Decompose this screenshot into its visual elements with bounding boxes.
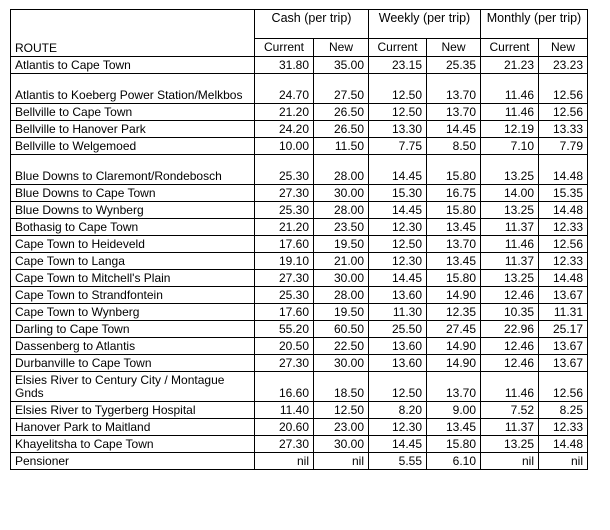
- monthly-group-header: Monthly (per trip): [481, 10, 588, 39]
- monthly-new-cell: 12.33: [539, 219, 588, 236]
- table-row: [11, 57, 588, 74]
- weekly-new-cell: 14.90: [427, 355, 481, 372]
- weekly-new-header: New: [427, 39, 481, 57]
- cash-group-header: Cash (per trip): [255, 10, 369, 39]
- weekly-current-cell: 14.45: [369, 270, 427, 287]
- weekly-new-cell: 15.80: [427, 155, 481, 185]
- monthly-current-cell: 11.37: [481, 419, 539, 436]
- cash-current-cell: 27.30: [255, 185, 314, 202]
- route-cell: Cape Town to Wynberg: [11, 304, 255, 321]
- weekly-new-cell: 13.45: [427, 253, 481, 270]
- cash-current-cell: 27.30: [255, 355, 314, 372]
- table-row: [11, 121, 588, 138]
- weekly-new-cell: 27.45: [427, 321, 481, 338]
- cash-current-cell: 27.30: [255, 436, 314, 453]
- monthly-current-cell: 11.46: [481, 104, 539, 121]
- cash-new-cell: 26.50: [314, 121, 369, 138]
- cash-new-cell: 12.50: [314, 402, 369, 419]
- table-row: [11, 74, 588, 104]
- monthly-current-cell: 11.46: [481, 236, 539, 253]
- table-row: [11, 185, 588, 202]
- group-header-row: [11, 10, 588, 39]
- weekly-new-cell: 14.45: [427, 121, 481, 138]
- cash-current-cell: nil: [255, 453, 314, 470]
- cash-current-cell: 21.20: [255, 104, 314, 121]
- cash-new-cell: 30.00: [314, 185, 369, 202]
- cash-current-cell: 31.80: [255, 57, 314, 74]
- weekly-new-cell: 13.45: [427, 419, 481, 436]
- table-row: [11, 270, 588, 287]
- monthly-current-cell: 12.46: [481, 338, 539, 355]
- monthly-new-cell: 14.48: [539, 202, 588, 219]
- monthly-new-cell: 12.33: [539, 419, 588, 436]
- weekly-current-cell: 14.45: [369, 436, 427, 453]
- cash-new-cell: 21.00: [314, 253, 369, 270]
- monthly-current-cell: 11.46: [481, 372, 539, 402]
- weekly-current-cell: 12.30: [369, 253, 427, 270]
- monthly-new-cell: 23.23: [539, 57, 588, 74]
- monthly-new-cell: 11.31: [539, 304, 588, 321]
- table-row: [11, 253, 588, 270]
- monthly-current-cell: 10.35: [481, 304, 539, 321]
- route-cell: Cape Town to Mitchell's Plain: [11, 270, 255, 287]
- route-cell: Bellville to Hanover Park: [11, 121, 255, 138]
- route-cell: Cape Town to Langa: [11, 253, 255, 270]
- cash-current-cell: 17.60: [255, 304, 314, 321]
- table-row: [11, 402, 588, 419]
- monthly-new-cell: 13.33: [539, 121, 588, 138]
- cash-current-cell: 20.50: [255, 338, 314, 355]
- monthly-new-cell: 12.56: [539, 74, 588, 104]
- monthly-new-header: New: [539, 39, 588, 57]
- cash-current-cell: 24.70: [255, 74, 314, 104]
- cash-new-cell: 18.50: [314, 372, 369, 402]
- table-row: [11, 355, 588, 372]
- monthly-current-cell: 13.25: [481, 270, 539, 287]
- weekly-current-cell: 13.60: [369, 355, 427, 372]
- monthly-current-cell: 13.25: [481, 202, 539, 219]
- weekly-current-cell: 8.20: [369, 402, 427, 419]
- monthly-current-cell: nil: [481, 453, 539, 470]
- route-cell: Blue Downs to Wynberg: [11, 202, 255, 219]
- fare-table: [10, 9, 588, 470]
- weekly-current-cell: 12.30: [369, 419, 427, 436]
- weekly-new-cell: 9.00: [427, 402, 481, 419]
- cash-new-cell: 28.00: [314, 202, 369, 219]
- monthly-new-cell: nil: [539, 453, 588, 470]
- weekly-current-cell: 5.55: [369, 453, 427, 470]
- table-row: [11, 419, 588, 436]
- cash-new-cell: 30.00: [314, 355, 369, 372]
- cash-current-cell: 10.00: [255, 138, 314, 155]
- monthly-current-cell: 13.25: [481, 155, 539, 185]
- weekly-new-cell: 13.45: [427, 219, 481, 236]
- monthly-current-cell: 13.25: [481, 436, 539, 453]
- cash-new-cell: 35.00: [314, 57, 369, 74]
- weekly-new-cell: 15.80: [427, 270, 481, 287]
- table-row: [11, 236, 588, 253]
- cash-new-cell: nil: [314, 453, 369, 470]
- weekly-new-cell: 6.10: [427, 453, 481, 470]
- weekly-current-cell: 15.30: [369, 185, 427, 202]
- route-cell: Blue Downs to Claremont/Rondebosch: [11, 155, 255, 185]
- route-cell: Durbanville to Cape Town: [11, 355, 255, 372]
- cash-new-cell: 22.50: [314, 338, 369, 355]
- route-cell: Cape Town to Heideveld: [11, 236, 255, 253]
- route-column-header: ROUTE: [11, 10, 255, 57]
- monthly-new-cell: 14.48: [539, 436, 588, 453]
- weekly-new-cell: 8.50: [427, 138, 481, 155]
- monthly-current-cell: 7.10: [481, 138, 539, 155]
- weekly-current-cell: 12.30: [369, 219, 427, 236]
- weekly-new-cell: 15.80: [427, 436, 481, 453]
- monthly-new-cell: 12.56: [539, 236, 588, 253]
- table-row: [11, 304, 588, 321]
- fare-table-body: [11, 57, 588, 470]
- weekly-new-cell: 12.35: [427, 304, 481, 321]
- weekly-current-cell: 11.30: [369, 304, 427, 321]
- monthly-current-cell: 7.52: [481, 402, 539, 419]
- cash-current-cell: 25.30: [255, 202, 314, 219]
- weekly-current-cell: 13.60: [369, 287, 427, 304]
- monthly-new-cell: 14.48: [539, 270, 588, 287]
- weekly-current-cell: 12.50: [369, 74, 427, 104]
- monthly-new-cell: 12.33: [539, 253, 588, 270]
- weekly-new-cell: 16.75: [427, 185, 481, 202]
- cash-new-cell: 30.00: [314, 270, 369, 287]
- route-cell: Atlantis to Koeberg Power Station/Melkbos: [11, 74, 255, 104]
- weekly-current-cell: 25.50: [369, 321, 427, 338]
- weekly-current-cell: 7.75: [369, 138, 427, 155]
- cash-current-cell: 55.20: [255, 321, 314, 338]
- cash-new-cell: 11.50: [314, 138, 369, 155]
- route-cell: Atlantis to Cape Town: [11, 57, 255, 74]
- monthly-new-cell: 8.25: [539, 402, 588, 419]
- table-row: [11, 321, 588, 338]
- route-cell: Hanover Park to Maitland: [11, 419, 255, 436]
- cash-new-cell: 23.00: [314, 419, 369, 436]
- cash-new-cell: 60.50: [314, 321, 369, 338]
- monthly-current-cell: 11.37: [481, 253, 539, 270]
- cash-current-cell: 17.60: [255, 236, 314, 253]
- table-row: [11, 453, 588, 470]
- weekly-new-cell: 13.70: [427, 372, 481, 402]
- table-row: [11, 202, 588, 219]
- monthly-current-cell: 21.23: [481, 57, 539, 74]
- monthly-new-cell: 7.79: [539, 138, 588, 155]
- route-cell: Bothasig to Cape Town: [11, 219, 255, 236]
- route-cell: Elsies River to Century City / Montague Gnds: [11, 372, 255, 402]
- table-row: [11, 138, 588, 155]
- monthly-current-cell: 11.46: [481, 74, 539, 104]
- cash-new-cell: 28.00: [314, 155, 369, 185]
- cash-current-header: Current: [255, 39, 314, 57]
- weekly-new-cell: 25.35: [427, 57, 481, 74]
- cash-new-cell: 30.00: [314, 436, 369, 453]
- monthly-new-cell: 15.35: [539, 185, 588, 202]
- monthly-new-cell: 12.56: [539, 372, 588, 402]
- monthly-current-cell: 14.00: [481, 185, 539, 202]
- table-row: [11, 155, 588, 185]
- weekly-current-cell: 14.45: [369, 202, 427, 219]
- table-row: [11, 338, 588, 355]
- monthly-new-cell: 13.67: [539, 355, 588, 372]
- monthly-new-cell: 13.67: [539, 338, 588, 355]
- route-cell: Elsies River to Tygerberg Hospital: [11, 402, 255, 419]
- weekly-new-cell: 14.90: [427, 287, 481, 304]
- weekly-new-cell: 15.80: [427, 202, 481, 219]
- route-cell: Darling to Cape Town: [11, 321, 255, 338]
- cash-current-cell: 19.10: [255, 253, 314, 270]
- weekly-group-header: Weekly (per trip): [369, 10, 481, 39]
- weekly-current-cell: 12.50: [369, 236, 427, 253]
- cash-current-cell: 16.60: [255, 372, 314, 402]
- cash-current-cell: 27.30: [255, 270, 314, 287]
- monthly-new-cell: 12.56: [539, 104, 588, 121]
- weekly-current-cell: 12.50: [369, 372, 427, 402]
- monthly-current-cell: 11.37: [481, 219, 539, 236]
- cash-current-cell: 21.20: [255, 219, 314, 236]
- monthly-current-cell: 12.46: [481, 355, 539, 372]
- table-row: [11, 436, 588, 453]
- route-cell: Khayelitsha to Cape Town: [11, 436, 255, 453]
- weekly-current-cell: 14.45: [369, 155, 427, 185]
- table-row: [11, 104, 588, 121]
- cash-current-cell: 20.60: [255, 419, 314, 436]
- weekly-new-cell: 13.70: [427, 104, 481, 121]
- monthly-new-cell: 13.67: [539, 287, 588, 304]
- cash-new-cell: 27.50: [314, 74, 369, 104]
- monthly-new-cell: 25.17: [539, 321, 588, 338]
- cash-new-cell: 26.50: [314, 104, 369, 121]
- weekly-new-cell: 14.90: [427, 338, 481, 355]
- cash-current-cell: 11.40: [255, 402, 314, 419]
- weekly-new-cell: 13.70: [427, 236, 481, 253]
- cash-new-cell: 28.00: [314, 287, 369, 304]
- cash-new-header: New: [314, 39, 369, 57]
- weekly-current-cell: 13.60: [369, 338, 427, 355]
- weekly-current-cell: 23.15: [369, 57, 427, 74]
- route-cell: Bellville to Cape Town: [11, 104, 255, 121]
- cash-current-cell: 25.30: [255, 155, 314, 185]
- monthly-current-cell: 12.19: [481, 121, 539, 138]
- cash-new-cell: 19.50: [314, 236, 369, 253]
- monthly-current-cell: 22.96: [481, 321, 539, 338]
- weekly-current-cell: 12.50: [369, 104, 427, 121]
- weekly-current-header: Current: [369, 39, 427, 57]
- route-cell: Bellville to Welgemoed: [11, 138, 255, 155]
- monthly-current-cell: 12.46: [481, 287, 539, 304]
- cash-new-cell: 19.50: [314, 304, 369, 321]
- cash-current-cell: 24.20: [255, 121, 314, 138]
- cash-new-cell: 23.50: [314, 219, 369, 236]
- route-cell: Pensioner: [11, 453, 255, 470]
- route-cell: Cape Town to Strandfontein: [11, 287, 255, 304]
- table-row: [11, 372, 588, 402]
- monthly-new-cell: 14.48: [539, 155, 588, 185]
- table-row: [11, 287, 588, 304]
- table-row: [11, 219, 588, 236]
- cash-current-cell: 25.30: [255, 287, 314, 304]
- weekly-current-cell: 13.30: [369, 121, 427, 138]
- monthly-current-header: Current: [481, 39, 539, 57]
- route-cell: Blue Downs to Cape Town: [11, 185, 255, 202]
- weekly-new-cell: 13.70: [427, 74, 481, 104]
- route-cell: Dassenberg to Atlantis: [11, 338, 255, 355]
